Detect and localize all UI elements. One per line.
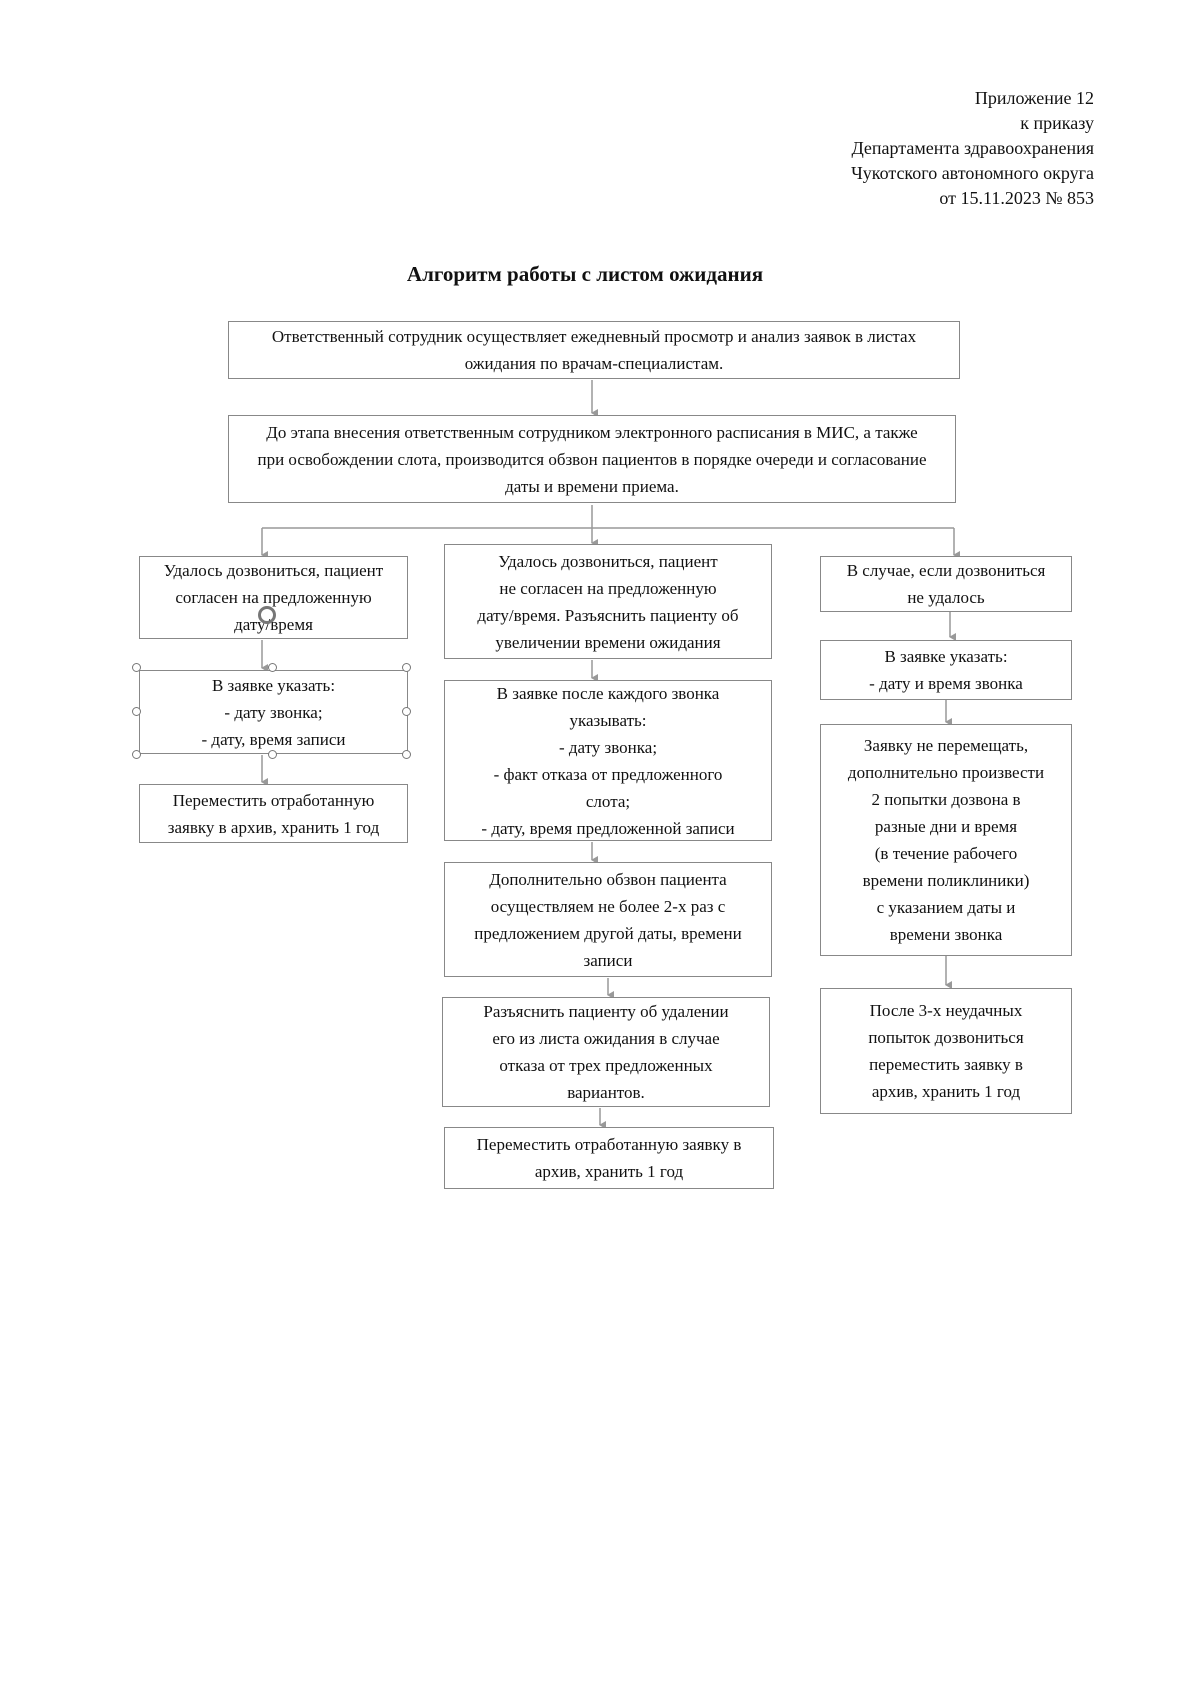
step-call-patients-box [228,415,956,503]
step-call-patients-text: До этапа внесения ответственным сотрудником электронного расписания в МИС, а также при освобождении слота, производится обзвон пациентов в порядке очереди и согласование даты и времени приема. [257,422,927,496]
right-archive-text: После 3-х неудачных попыток дозвониться переместить заявку в архив, хранить 1 год [868,1001,1024,1101]
middle-record-calls-box [444,680,772,841]
middle-disagreed-box [444,544,772,659]
middle-record-calls-text: В заявке после каждого звонка указывать: - дату звонка; - факт отказа от предложенного слота; - дату, время предложенной записи [481,683,735,838]
header-line-department: Департамента здравоохранения [851,138,1094,158]
right-unreachable-box [820,556,1072,612]
page-title: Алгоритм работы с листом ожидания [406,262,764,286]
right-archive-box [820,988,1072,1114]
left-agreed-box [139,556,408,639]
right-record-call-text: В заявке указать: - дату и время звонка [869,647,1023,693]
right-retry-calls-box [820,724,1072,956]
middle-archive-box [444,1127,774,1189]
right-record-call-box [820,640,1072,700]
resize-handle-s[interactable] [268,750,277,759]
resize-handle-nw[interactable] [132,663,141,672]
middle-extra-calls-box [444,862,772,977]
left-agreed-text: Удалось дозвониться, пациент согласен на предложенную дату/время [163,561,384,634]
step-daily-review-text: Ответственный сотрудник осуществляет ежедневный просмотр и анализ заявок в листах ожидания по врачам-специалистам. [271,327,917,373]
resize-handle-ne[interactable] [402,663,411,672]
resize-handle-n[interactable] [268,663,277,672]
header-line-date-number: от 15.11.2023 № 853 [939,188,1094,208]
resize-handle-sw[interactable] [132,750,141,759]
header-line-order: к приказу [1020,113,1094,133]
right-retry-calls-text: Заявку не перемещать, дополнительно произвести 2 попытки дозвона в разные дни и время (в течение рабочего времени поликлиники) с указанием даты и времени звонка [847,736,1045,944]
middle-archive-text: Переместить отработанную заявку в архив, хранить 1 год [476,1135,742,1181]
middle-explain-removal-box [442,997,770,1107]
resize-handle-se[interactable] [402,750,411,759]
left-archive-box [139,784,408,843]
header-line-appendix: Приложение 12 [974,88,1094,108]
left-record-date-text: В заявке указать: - дату звонка; - дату, время записи [201,675,346,749]
middle-explain-removal-text: Разъяснить пациенту об удалении его из листа ожидания в случае отказа от трех предложенных вариантов. [483,1002,729,1102]
right-unreachable-text: В случае, если дозвониться не удалось [846,561,1046,607]
step-daily-review-box [228,321,960,379]
left-record-date-box [139,670,408,754]
header-line-region: Чукотского автономного округа [851,163,1094,183]
rotate-handle-icon[interactable] [258,606,276,624]
left-archive-text: Переместить отработанную заявку в архив, хранить 1 год [167,790,380,837]
middle-extra-calls-text: Дополнительно обзвон пациента осуществляем не более 2-х раз с предложением другой даты, времени записи [474,869,742,970]
middle-disagreed-text: Удалось дозвониться, пациент не согласен на предложенную дату/время. Разъяснить пациенту об увеличении времени ожидания [477,551,739,652]
resize-handle-e[interactable] [402,707,411,716]
resize-handle-w[interactable] [132,707,141,716]
